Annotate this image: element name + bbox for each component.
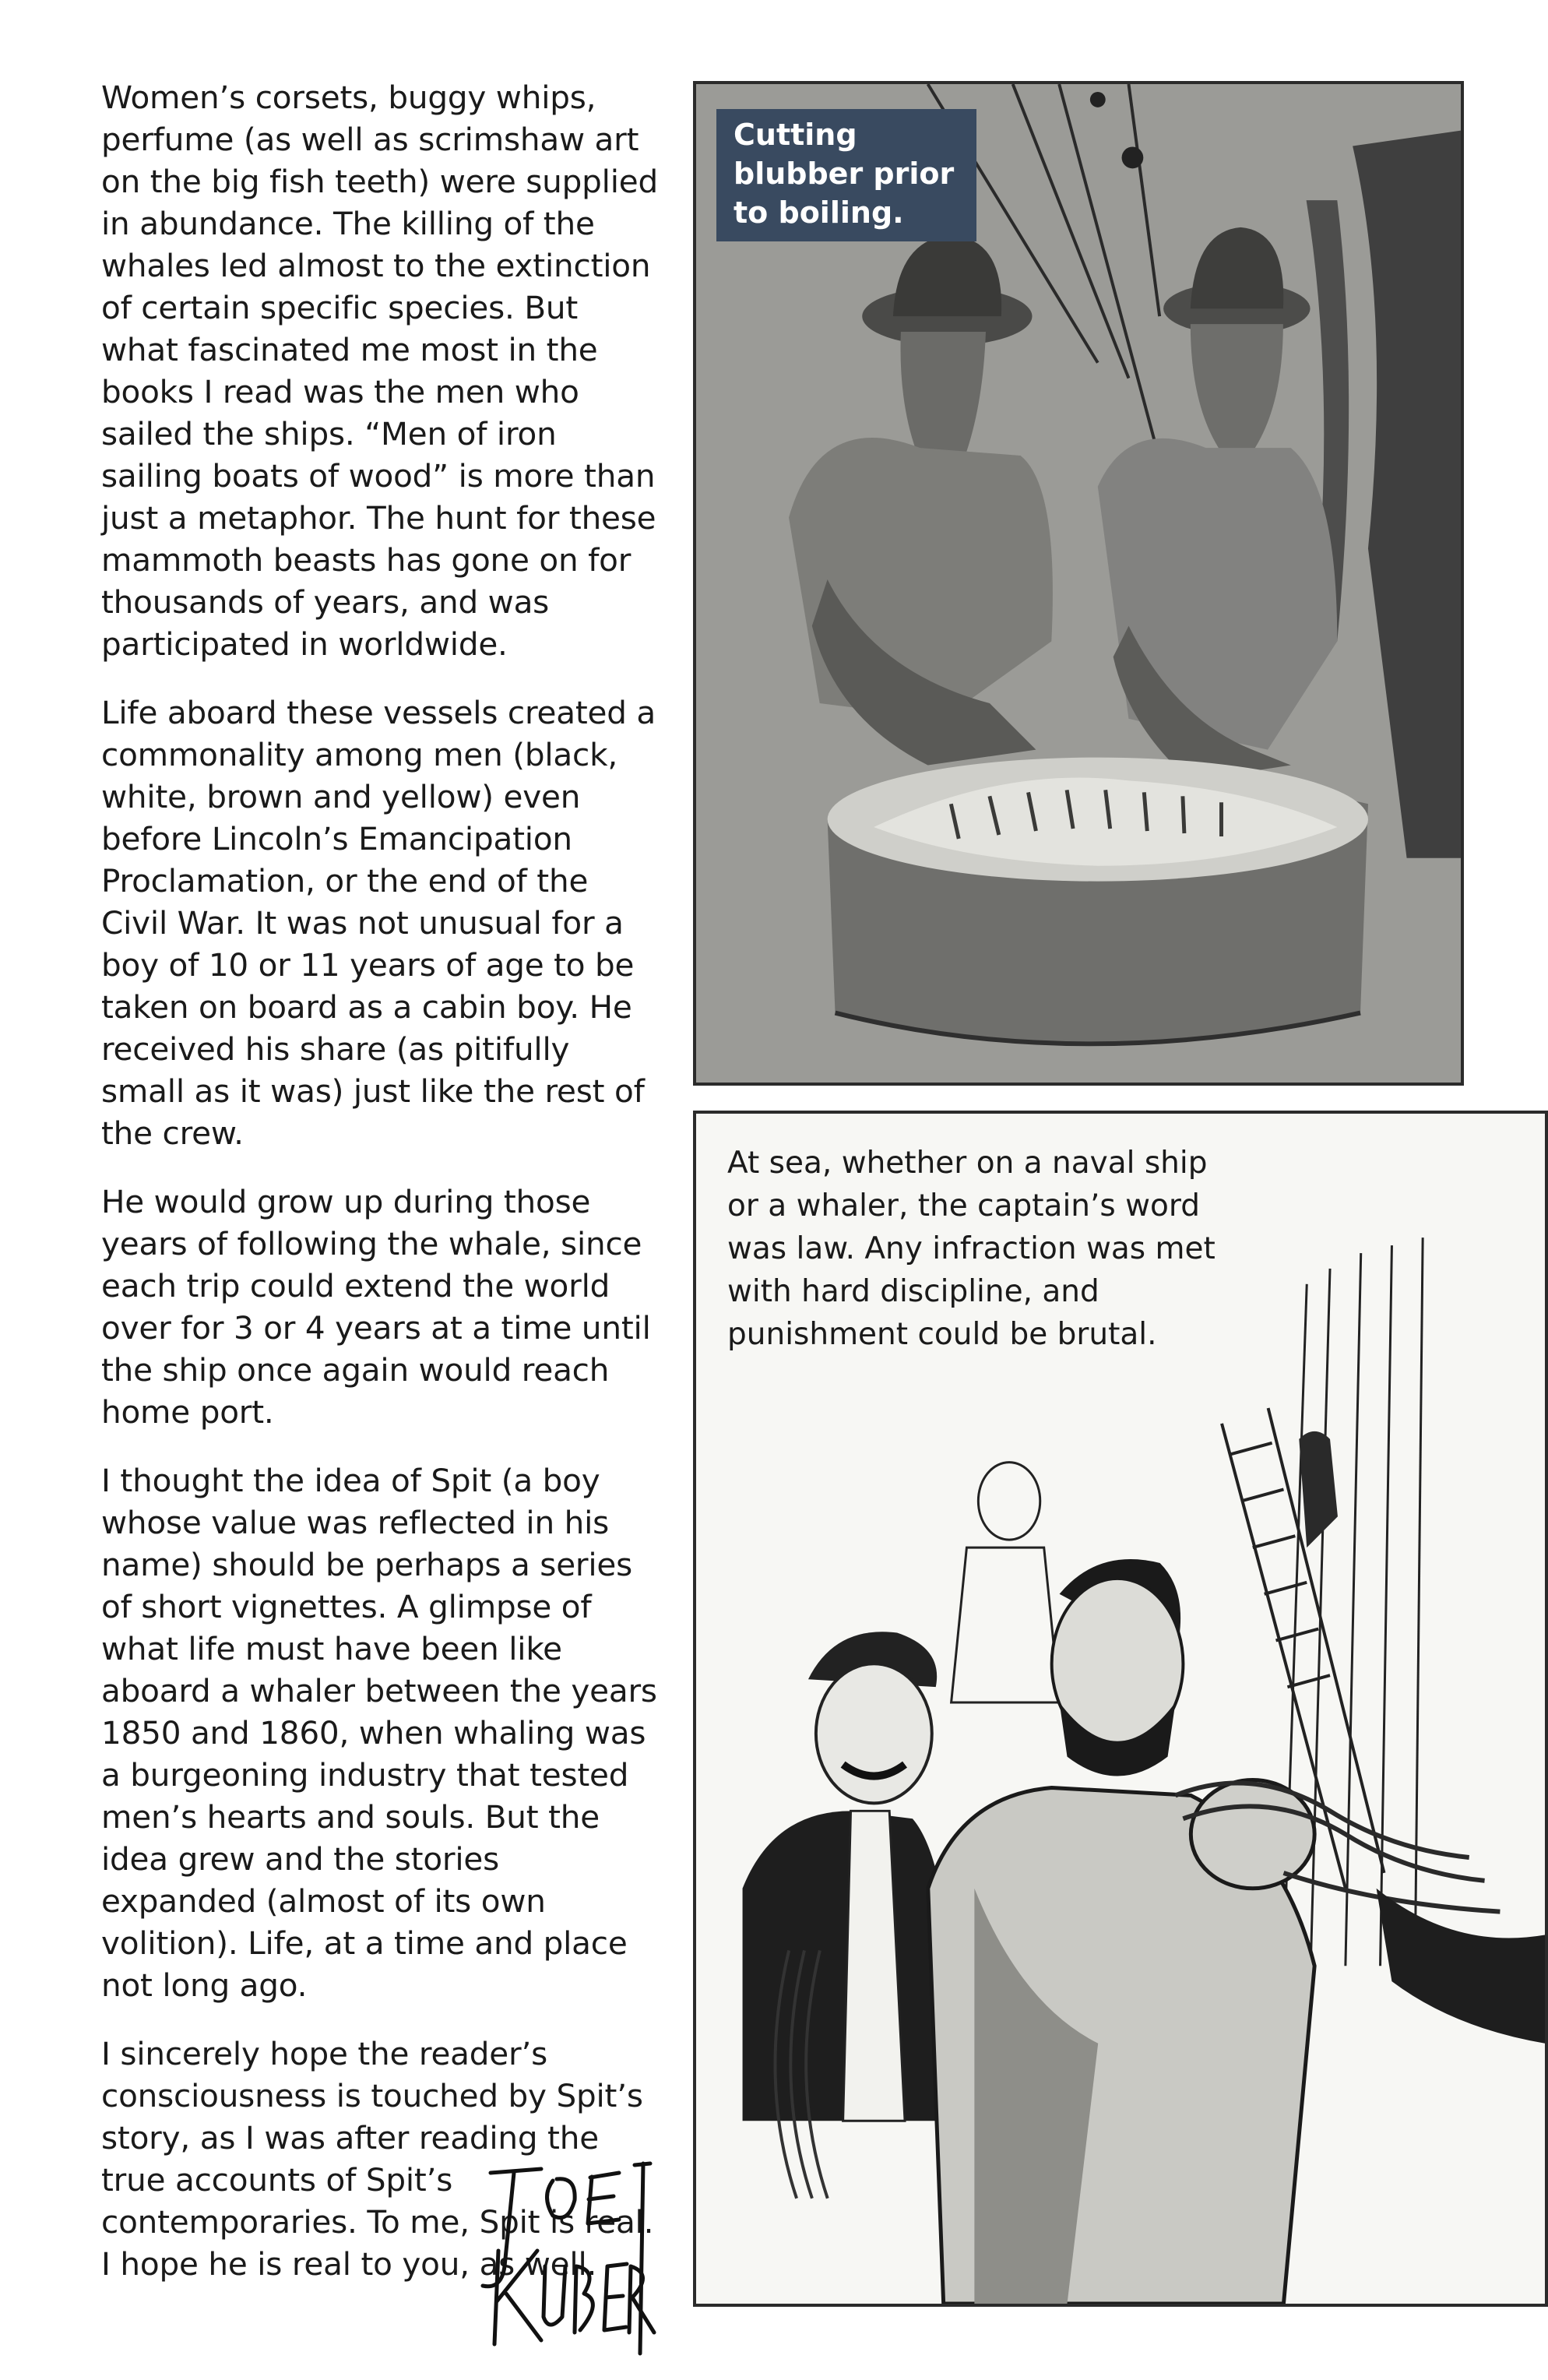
illustration-panel-blubber: [693, 81, 1464, 1086]
article-text: [101, 76, 662, 2311]
paragraph-5: I sincerely hope the reader’s consciousness is touched by Spit’s story, as I was after reading the true accounts of Spit’s contemporaries. To me, Spit is real. I hope he is real to you, as well.: [101, 2035, 654, 2283]
paragraph-4: I thought the idea of Spit (a boy whose value was reflected in his name) should be perhaps a series of short vignettes. A glimpse of what life must have been like aboard a whaler between the years 1850 and 1860, when whaling was a burgeoning industry that tested men’s hearts and souls. But the idea grew and the stories expanded (almost of its own volition). Life, at a time and place not long ago.: [101, 1462, 657, 2004]
illustration-panel-discipline: [693, 1111, 1548, 2307]
panel-caption-bottom: At sea, whether on a naval ship or a whaler, the captain’s word was law. Any infraction was met with hard discipline, and punishment could be brutal.: [727, 1146, 1216, 1352]
paragraph-1: Women’s corsets, buggy whips, perfume (as well as scrimshaw art on the big fish teeth) were supplied in abundance. The killing of the whales led almost to the extinction of certain specific species. But what fascinated me most in the books I read was the men who sailed the ships. “Men of iron sailing boats of wood” is more than just a metaphor. The hunt for these mammoth beasts has gone on for thousands of years, and was participated in worldwide.: [101, 79, 658, 663]
paragraph-2: Life aboard these vessels created a commonality among men (black, white, brown and yellow) even before Lincoln’s Emancipation Proclamation, or the end of the Civil War. It was not unusual for a boy of 10 or 11 years of age to be taken on board as a cabin boy. He received his share (as pitifully small as it was) just like the rest of the crew.: [101, 694, 656, 1152]
signature: [467, 2149, 662, 2360]
paragraph-3: He would grow up during those years of following the whale, since each trip could extend the world over for 3 or 4 years at a time until the ship once again would reach home port.: [101, 1183, 651, 1431]
panel-caption-top: Cutting blubber prior to boiling.: [716, 109, 976, 241]
